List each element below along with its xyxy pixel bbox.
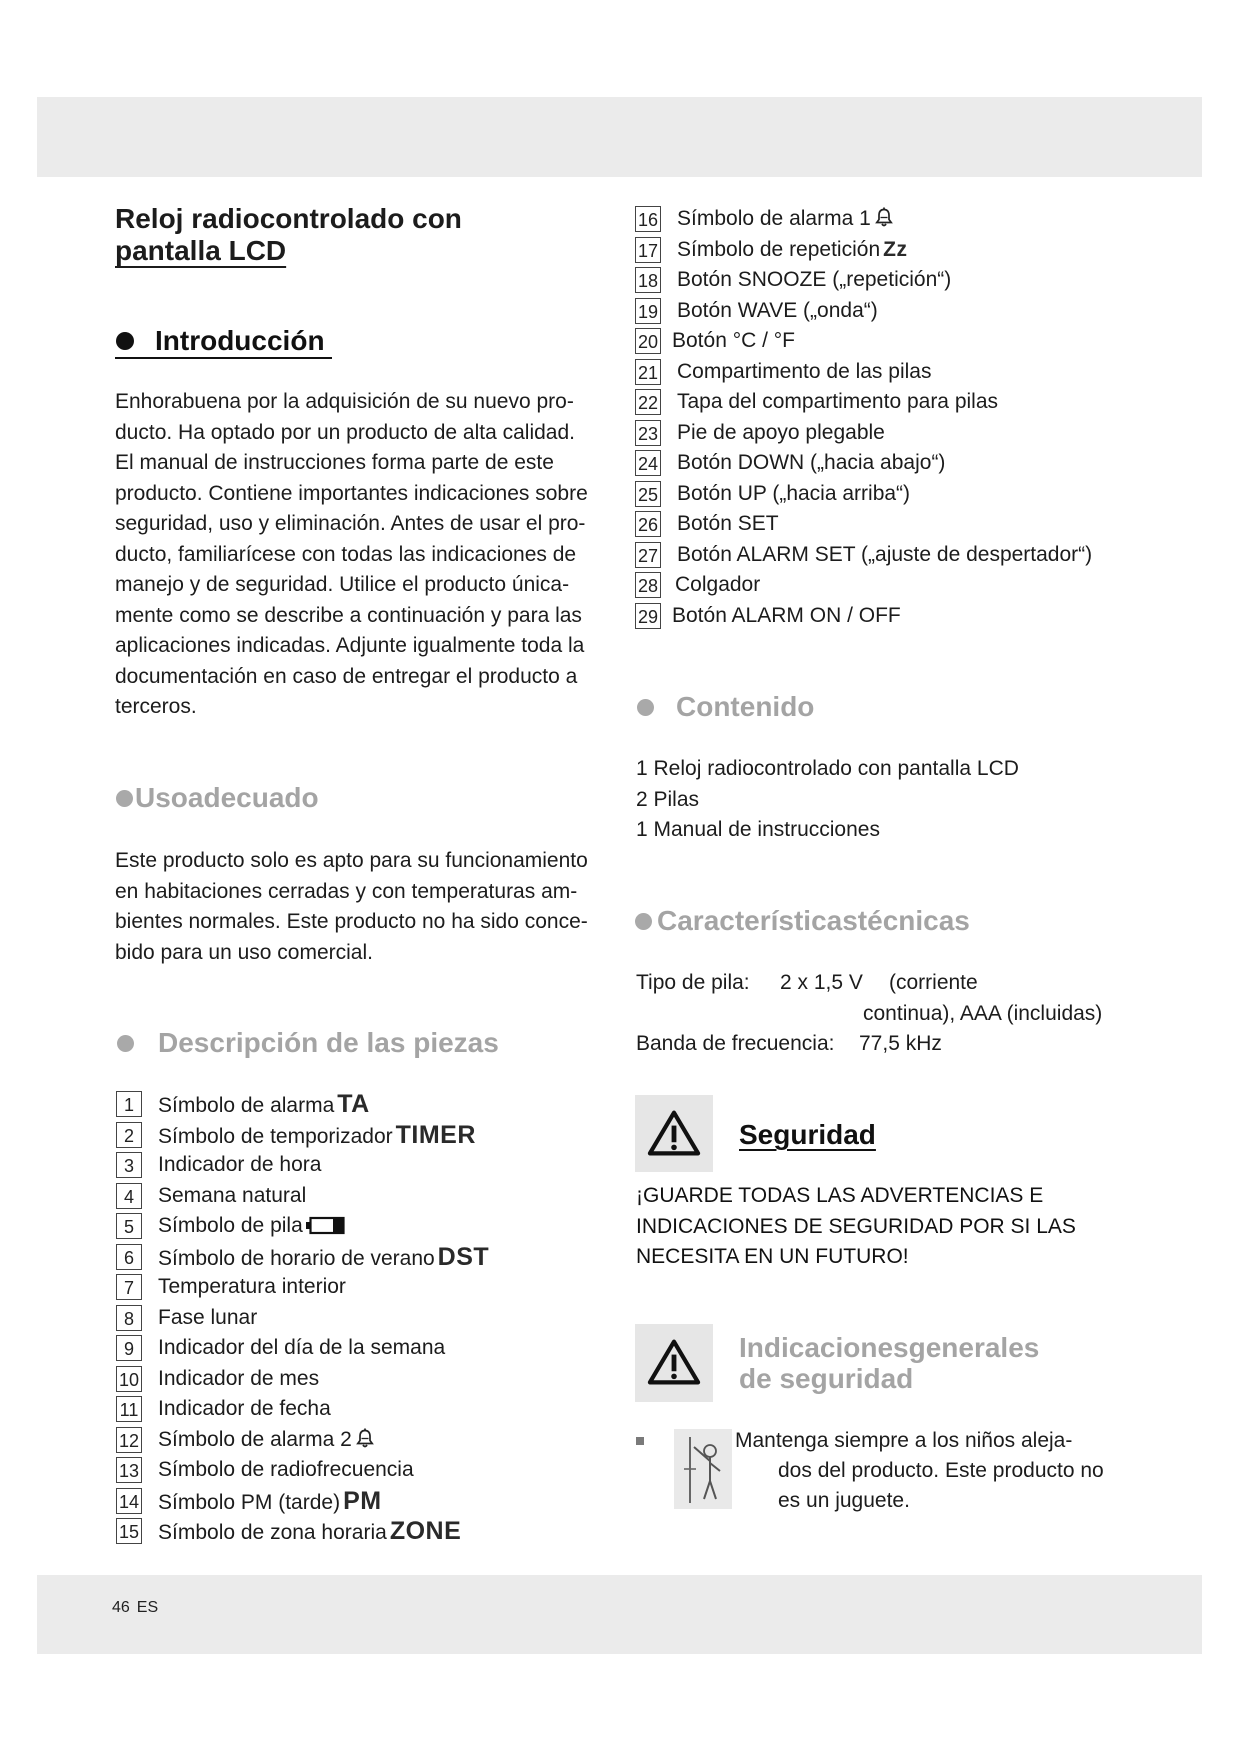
frequency-value: 77,5 kHz xyxy=(859,1032,942,1055)
part-number-box: 29 xyxy=(635,603,661,629)
text-line: Mantenga siempre a los niños aleja- xyxy=(735,1429,1073,1452)
part-label: Botón SNOOZE („repetición“) xyxy=(677,268,952,291)
part-label: Indicador del día de la semana xyxy=(158,1336,446,1359)
part-label: Colgador xyxy=(675,573,761,596)
part-label: Semana natural xyxy=(158,1183,307,1207)
contents-heading-text: Contenido xyxy=(676,691,815,722)
part-label: Símbolo de zona horaria xyxy=(158,1521,387,1544)
part-number-box: 21 xyxy=(635,359,661,385)
part-label: Símbolo de horario de verano xyxy=(158,1246,435,1270)
frequency-label: Banda de frecuencia: xyxy=(636,1032,835,1055)
parts-heading-text: Descripción de las piezas xyxy=(158,1027,499,1058)
text-line: El manual de instrucciones forma parte de este xyxy=(115,451,554,474)
part-number-box: 12 xyxy=(116,1427,142,1453)
part-number-box: 11 xyxy=(116,1396,142,1422)
text-line: NECESITA EN UN FUTURO! xyxy=(636,1245,909,1268)
part-label: Botón ALARM ON / OFF xyxy=(672,603,901,627)
page-footer xyxy=(112,1598,158,1618)
warning-icon-box xyxy=(635,1324,713,1402)
part-label: Compartimento de las pilas xyxy=(677,359,932,383)
part-number-box: 24 xyxy=(635,450,661,476)
page-title-line-1: Reloj radiocontrolado con xyxy=(115,203,462,234)
part-label: Indicador de mes xyxy=(158,1366,320,1390)
part-label: Símbolo de pila xyxy=(158,1214,303,1237)
display-symbol: Zz xyxy=(883,237,908,261)
general-safety-heading-line-1: Indicacionesgenerales xyxy=(739,1332,1040,1363)
text-line: terceros. xyxy=(115,695,197,718)
part-label: Botón ALARM SET („ajuste de despertador“) xyxy=(677,542,1093,566)
part-label: Símbolo de radiofrecuencia xyxy=(158,1458,414,1481)
display-symbol: TIMER xyxy=(395,1120,476,1149)
part-number-box: 4 xyxy=(116,1183,142,1209)
part-label: Símbolo de alarma 1 xyxy=(677,207,871,230)
part-number-box: 26 xyxy=(635,511,661,537)
intro-paragraph xyxy=(115,387,588,723)
specs-heading-text: Característicastécnicas xyxy=(657,905,970,936)
text-line: en habitaciones cerradas y con temperaturas am- xyxy=(115,879,578,903)
battery-type-value: 2 x 1,5 V xyxy=(780,971,863,994)
part-label: Temperatura interior xyxy=(158,1275,346,1298)
warning-icon-box xyxy=(635,1095,713,1172)
part-label: Tapa del compartimento para pilas xyxy=(677,390,999,413)
part-number-box: 27 xyxy=(635,542,661,568)
display-symbol: ZONE xyxy=(389,1517,462,1545)
part-number-box: 14 xyxy=(116,1488,142,1514)
part-number-box: 28 xyxy=(635,572,661,598)
battery-type-label: Tipo de pila: xyxy=(636,971,750,994)
part-number-box: 17 xyxy=(635,237,661,263)
part-number-box: 18 xyxy=(635,267,661,293)
part-number-box: 6 xyxy=(116,1244,142,1270)
part-number-box: 3 xyxy=(116,1152,142,1178)
intended-use-paragraph xyxy=(115,846,588,968)
part-label: Indicador de fecha xyxy=(158,1397,331,1420)
part-label: Botón °C / °F xyxy=(672,329,796,352)
intended-use-heading-text: Usoadecuado xyxy=(135,782,319,813)
page-title xyxy=(115,203,462,267)
bullet-dot-icon xyxy=(637,699,654,716)
text-line: mente como se describe a continuación y para las xyxy=(115,603,582,627)
part-number-box: 2 xyxy=(116,1122,142,1148)
safety-heading-text: Seguridad xyxy=(739,1119,876,1150)
text-line: manejo y de seguridad. Utilice el producto única- xyxy=(115,573,570,596)
safety-warning-text xyxy=(636,1181,1076,1273)
display-symbol: DST xyxy=(437,1242,490,1271)
part-number-box: 8 xyxy=(116,1305,142,1331)
bullet-dot-icon xyxy=(635,913,652,930)
text-line: Enhorabuena por la adquisición de su nuevo pro- xyxy=(115,390,574,413)
bullet-dot-icon xyxy=(116,332,134,350)
text-line: es un juguete. xyxy=(778,1489,910,1512)
contents-item: 1 Manual de instrucciones xyxy=(636,818,880,841)
display-symbol: PM xyxy=(343,1486,382,1515)
contents-list xyxy=(636,754,1019,846)
part-number-box: 10 xyxy=(116,1366,142,1392)
part-number-box: 19 xyxy=(635,298,661,324)
part-label: Botón SET xyxy=(677,512,779,535)
footer-band xyxy=(37,1575,1202,1654)
part-label: Símbolo de alarma 2 xyxy=(158,1427,352,1451)
bell-icon xyxy=(874,207,894,228)
bullet-dot-icon xyxy=(116,790,133,807)
part-number-box: 20 xyxy=(635,328,661,354)
part-label: Pie de apoyo plegable xyxy=(677,420,885,444)
intro-heading-text: Introducción xyxy=(155,325,325,356)
part-label: Botón DOWN („hacia abajo“) xyxy=(677,451,946,474)
part-number-box: 7 xyxy=(116,1274,142,1300)
part-label: Indicador de hora xyxy=(158,1153,322,1176)
part-number-box: 9 xyxy=(116,1335,142,1361)
bell-icon xyxy=(355,1428,375,1449)
part-number-box: 15 xyxy=(116,1518,142,1544)
text-line: bientes normales. Este producto no ha sido conce- xyxy=(115,910,588,933)
part-label: Botón WAVE („onda“) xyxy=(677,298,878,322)
header-band xyxy=(37,97,1202,177)
warning-triangle-icon xyxy=(646,1108,702,1158)
part-number-box: 25 xyxy=(635,481,661,507)
part-label: Botón UP („hacia arriba“) xyxy=(677,481,911,505)
general-safety-heading-line-2: de seguridad xyxy=(739,1363,914,1394)
contents-item: 1 Reloj radiocontrolado con pantalla LCD xyxy=(636,757,1019,780)
contents-item: 2 Pilas xyxy=(636,787,700,811)
part-number-box: 16 xyxy=(635,206,661,232)
text-line: dos del producto. Este producto no xyxy=(778,1459,1104,1482)
part-number-box: 13 xyxy=(116,1457,142,1483)
part-label: Símbolo de alarma xyxy=(158,1094,335,1117)
page-title-line-2: pantalla LCD xyxy=(115,235,287,266)
text-line: INDICACIONES DE SEGURIDAD POR SI LAS xyxy=(636,1214,1076,1238)
battery-type-note-cont: continua), AAA (incluidas) xyxy=(863,1002,1103,1025)
warning-triangle-icon xyxy=(646,1337,702,1387)
part-number-box: 22 xyxy=(635,389,661,415)
text-line: bido para un uso comercial. xyxy=(115,940,373,964)
text-line: seguridad, uso y eliminación. Antes de usar el pro- xyxy=(115,512,586,535)
part-label: Fase lunar xyxy=(158,1305,258,1329)
part-number-box: 1 xyxy=(116,1091,142,1117)
part-label: Símbolo de repetición xyxy=(677,237,881,261)
text-line: ducto, familiarícese con todas las indicaciones de xyxy=(115,542,577,566)
text-line: producto. Contiene importantes indicaciones sobre xyxy=(115,481,588,505)
display-symbol: TA xyxy=(337,1090,370,1118)
page-number: 46 xyxy=(112,1599,130,1616)
text-line: Este producto solo es apto para su funcionamiento xyxy=(115,849,588,872)
text-line: ducto. Ha optado por un producto de alta calidad. xyxy=(115,420,575,444)
part-number-box: 5 xyxy=(116,1213,142,1239)
battery-type-note: (corriente xyxy=(889,971,978,994)
text-line: ¡GUARDE TODAS LAS ADVERTENCIAS E xyxy=(636,1184,1044,1207)
part-label: Símbolo PM (tarde) xyxy=(158,1490,341,1514)
bullet-square-icon xyxy=(636,1437,644,1445)
intro-heading xyxy=(115,325,332,359)
general-safety-heading xyxy=(739,1332,1039,1394)
language-code: ES xyxy=(136,1599,159,1616)
bullet-dot-icon xyxy=(117,1035,134,1052)
text-line: documentación en caso de entregar el producto a xyxy=(115,664,578,688)
text-line: aplicaciones indicadas. Adjunte igualmente toda la xyxy=(115,634,585,657)
child-safety-icon xyxy=(674,1429,732,1509)
part-number-box: 23 xyxy=(635,420,661,446)
part-label: Símbolo de temporizador xyxy=(158,1124,393,1148)
battery-icon xyxy=(306,1216,346,1235)
